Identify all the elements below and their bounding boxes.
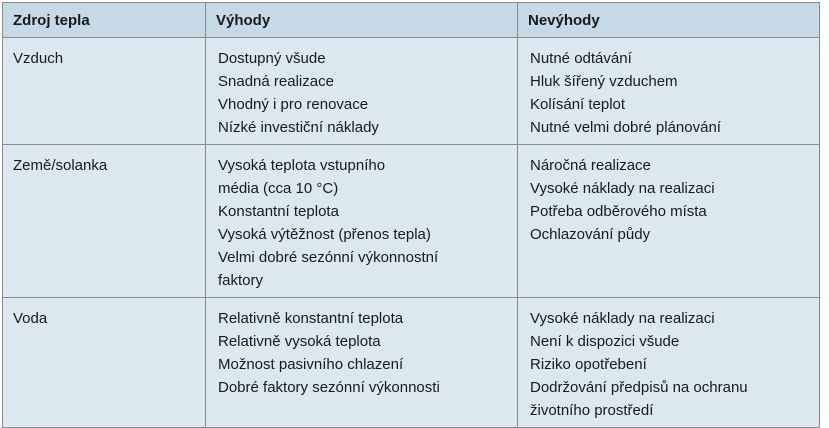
list-item: životního prostředí (530, 402, 654, 419)
list-item: faktory (218, 272, 264, 289)
list-item: Kolísání teplot (530, 96, 626, 113)
list-item: Dostupný všude (218, 50, 326, 67)
header-heat-source: Zdroj tepla (3, 3, 206, 38)
table-row (3, 38, 820, 145)
advantages-cell (206, 298, 518, 428)
list-item: Hluk šířený vzduchem (530, 73, 678, 90)
list-item: Není k dispozici všude (530, 333, 680, 350)
list-item: Vhodný i pro renovace (218, 96, 369, 113)
list-item: Dodržování předpisů na ochranu (530, 379, 748, 396)
table-header-row (3, 3, 820, 38)
heat-source-cell: Voda (3, 298, 206, 428)
advantages-cell (206, 145, 518, 298)
header-disadvantages: Nevýhody (518, 3, 820, 38)
list-item: Vysoká výtěžnost (přenos tepla) (218, 226, 431, 243)
list-item: Riziko opotřebení (530, 356, 647, 373)
list-item: Relativně konstantní teplota (218, 310, 404, 327)
header-advantages: Výhody (206, 3, 518, 38)
heat-source-comparison-table (2, 2, 820, 428)
list-item: Konstantní teplota (218, 203, 339, 220)
disadvantages-cell (518, 145, 820, 298)
heat-source-cell: Vzduch (3, 38, 206, 145)
list-item: Nutné velmi dobré plánování (530, 119, 721, 136)
list-item: Ochlazování půdy (530, 226, 651, 243)
list-item: Možnost pasivního chlazení (218, 356, 404, 373)
list-item: Vysoké náklady na realizaci (530, 310, 715, 327)
heat-source-cell: Země/solanka (3, 145, 206, 298)
disadvantages-cell (518, 298, 820, 428)
list-item: média (cca 10 °C) (218, 180, 339, 197)
list-item: Vysoké náklady na realizaci (530, 180, 715, 197)
list-item: Náročná realizace (530, 157, 651, 174)
list-item: Velmi dobré sezónní výkonnostní (218, 249, 439, 266)
list-item: Potřeba odběrového místa (530, 203, 707, 220)
list-item: Relativně vysoká teplota (218, 333, 381, 350)
list-item: Nízké investiční náklady (218, 119, 379, 136)
list-item: Snadná realizace (218, 73, 334, 90)
list-item: Dobré faktory sezónní výkonnosti (218, 379, 440, 396)
table-row (3, 145, 820, 298)
list-item: Nutné odtávání (530, 50, 632, 67)
advantages-cell (206, 38, 518, 145)
disadvantages-cell (518, 38, 820, 145)
table-row (3, 298, 820, 428)
list-item: Vysoká teplota vstupního (218, 157, 386, 174)
